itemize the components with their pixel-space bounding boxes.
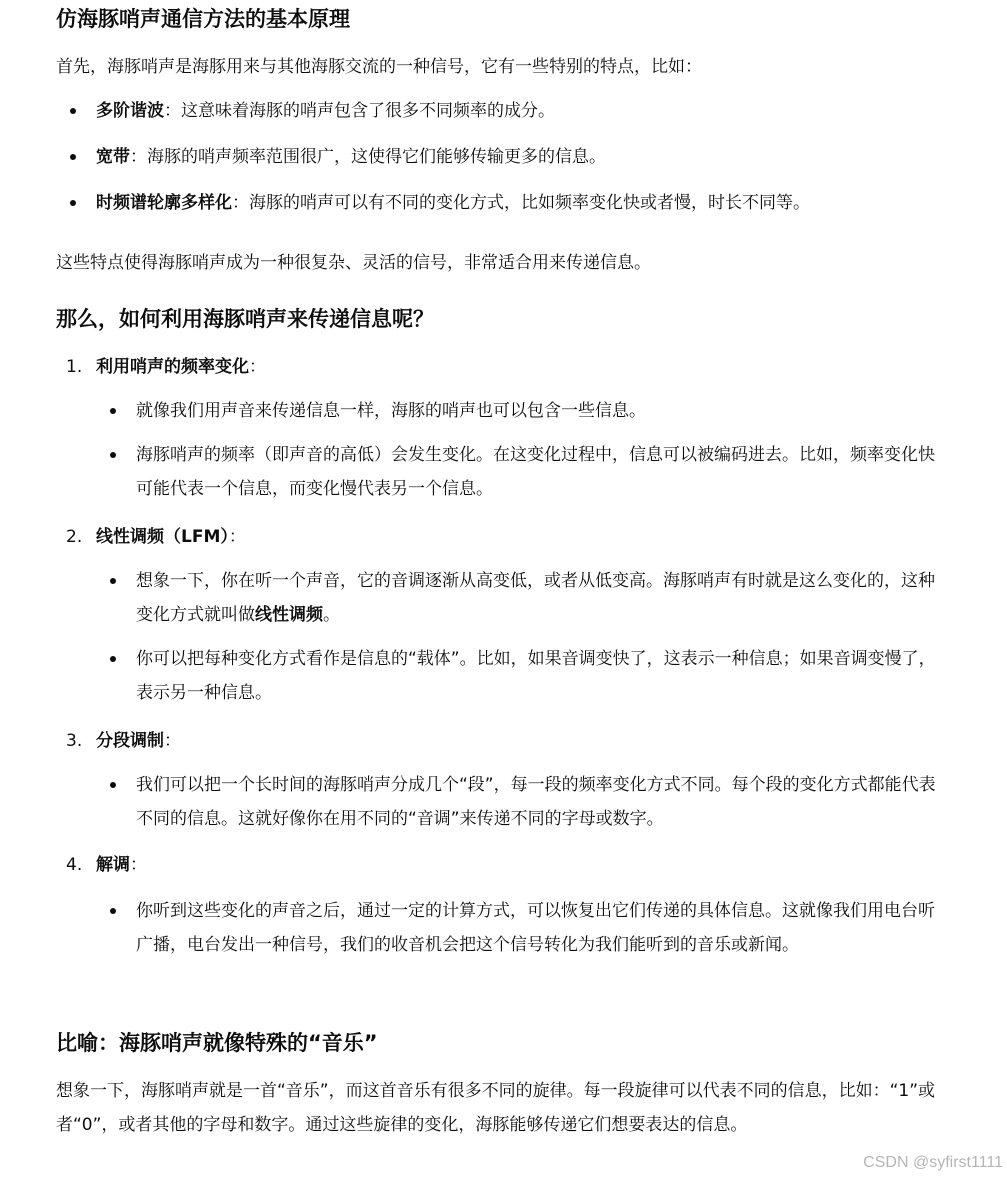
list-item xyxy=(96,768,941,836)
item-number: 3. xyxy=(66,731,83,751)
feature-term: 时频谱轮廓多样化 xyxy=(96,193,232,213)
item-term: 解调 xyxy=(96,855,130,875)
sub-item-bold: 线性调频 xyxy=(255,605,323,625)
sub-item-text: 你可以把每种变化方式看作是信息的“载体”。比如，如果音调变快了，这表示一种信息；如果音调变慢了，表示另一种信息。 xyxy=(136,649,936,703)
watermark: CSDN @syfirst1111 xyxy=(863,1154,1003,1171)
list-item xyxy=(96,642,941,710)
list-item xyxy=(96,894,941,962)
section1-outro: 这些特点使得海豚哨声成为一种很复杂、灵活的信号，非常适合用来传递信息。 xyxy=(56,253,651,273)
list-item xyxy=(96,564,941,632)
bullet-icon xyxy=(110,452,116,458)
bullet-icon xyxy=(110,782,116,788)
list-item xyxy=(56,140,941,186)
sub-item-text: 就像我们用声音来传递信息一样，海豚的哨声也可以包含一些信息。 xyxy=(136,401,646,421)
feature-list xyxy=(56,94,941,232)
section2-title: 那么，如何利用海豚哨声来传递信息呢？ xyxy=(56,307,434,331)
numbered-item-2 xyxy=(56,520,941,554)
item-suffix: ： xyxy=(130,855,147,875)
sub-item-text: 海豚哨声的频率（即声音的高低）会发生变化。在这变化过程中，信息可以被编码进去。比如，频率变化快可能代表一个信息，而变化慢代表另一个信息。 xyxy=(136,445,935,499)
item-term: 线性调频（LFM） xyxy=(96,527,229,547)
feature-text: ：海豚的哨声可以有不同的变化方式，比如频率变化快或者慢，时长不同等。 xyxy=(232,193,810,213)
list-item xyxy=(96,438,941,506)
bullet-icon xyxy=(110,578,116,584)
bullet-icon xyxy=(70,108,76,114)
section3-text: 想象一下，海豚哨声就是一首“音乐”，而这首音乐有很多不同的旋律。每一段旋律可以代表不同的信息，比如：“1”或者“0”，或者其他的字母和数字。通过这些旋律的变化，海豚能够传递它们想要表达的信息。 xyxy=(56,1081,936,1135)
item-suffix: ： xyxy=(228,527,246,547)
item-term: 利用哨声的频率变化 xyxy=(96,357,249,377)
feature-text: ：这意味着海豚的哨声包含了很多不同频率的成分。 xyxy=(164,101,555,121)
bullet-icon xyxy=(110,908,116,914)
bullet-icon xyxy=(70,154,76,160)
sub-list xyxy=(96,894,941,972)
item-term: 分段调制 xyxy=(96,731,164,751)
list-item xyxy=(56,94,941,140)
sub-item-text: 想象一下，你在听一个声音，它的音调逐渐从高变低，或者从低变高。海豚哨声有时就是这么变化的，这种变化方式就叫做 xyxy=(136,571,935,625)
numbered-item-1 xyxy=(56,350,941,384)
bullet-icon xyxy=(70,200,76,206)
list-item xyxy=(96,394,941,428)
item-number: 4. xyxy=(66,855,83,875)
bullet-icon xyxy=(110,408,116,414)
sub-list xyxy=(96,564,941,720)
section3-title: 比喻：海豚哨声就像特殊的“音乐” xyxy=(56,1031,378,1055)
section1-title: 仿海豚哨声通信方法的基本原理 xyxy=(56,7,350,31)
sub-list xyxy=(96,394,941,516)
item-suffix: ： xyxy=(249,357,266,377)
feature-term: 多阶谐波 xyxy=(96,101,164,121)
feature-term: 宽带 xyxy=(96,147,130,167)
numbered-item-3 xyxy=(56,724,941,758)
sub-item-after: 。 xyxy=(323,605,340,625)
sub-item-text: 我们可以把一个长时间的海豚哨声分成几个“段”，每一段的频率变化方式不同。每个段的变化方式都能代表不同的信息。这就好像你在用不同的“音调”来传递不同的字母或数字。 xyxy=(136,775,936,829)
item-suffix: ： xyxy=(164,731,181,751)
numbered-item-4 xyxy=(56,848,941,882)
sub-item-text: 你听到这些变化的声音之后，通过一定的计算方式，可以恢复出它们传递的具体信息。这就像我们用电台听广播，电台发出一种信号，我们的收音机会把这个信号转化为我们能听到的音乐或新闻。 xyxy=(136,901,935,955)
feature-text: ：海豚的哨声频率范围很广，这使得它们能够传输更多的信息。 xyxy=(130,147,606,167)
item-number: 1. xyxy=(66,357,83,377)
list-item xyxy=(56,186,941,232)
sub-list xyxy=(96,768,941,846)
bullet-icon xyxy=(110,656,116,662)
item-number: 2. xyxy=(66,527,83,547)
section1-intro: 首先，海豚哨声是海豚用来与其他海豚交流的一种信号，它有一些特别的特点，比如： xyxy=(56,57,702,77)
